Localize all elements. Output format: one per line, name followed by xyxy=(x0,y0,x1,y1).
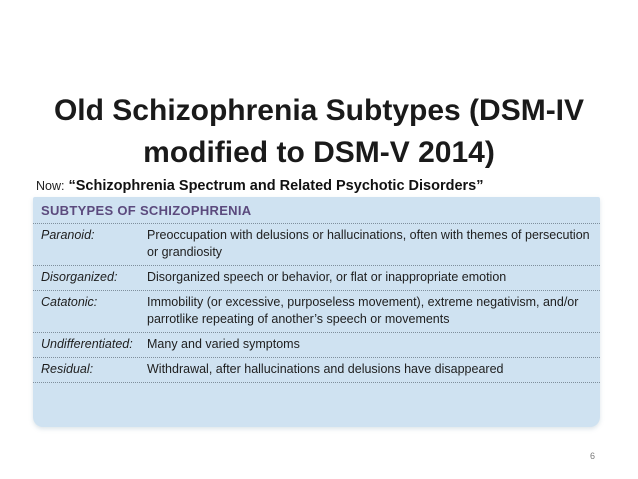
table-row xyxy=(33,265,600,290)
subtype-term: Disorganized: xyxy=(41,270,118,284)
subtype-description: Withdrawal, after hallucinations and delusions have disappeared xyxy=(147,362,504,376)
table-rows xyxy=(33,223,600,383)
table-row xyxy=(33,290,600,332)
subtype-term: Catatonic: xyxy=(41,295,98,309)
slide-subtitle xyxy=(36,177,606,195)
subtype-description: Immobility (or excessive, purposeless movement), extreme negativism, and/or parrotlike repeating of another’s speech or movements xyxy=(147,295,579,326)
page-number: 6 xyxy=(590,451,596,461)
subtypes-table xyxy=(33,197,600,427)
subtype-term: Paranoid: xyxy=(41,228,95,242)
subtype-description: Many and varied symptoms xyxy=(147,337,300,351)
table-header: SUBTYPES OF SCHIZOPHRENIA xyxy=(41,203,252,218)
slide-title-line-2: modified to DSM-V 2014) xyxy=(143,136,495,169)
table-row xyxy=(33,223,600,265)
slide-title-line-1: Old Schizophrenia Subtypes (DSM-IV xyxy=(53,94,585,127)
table-row xyxy=(33,357,600,383)
table-row xyxy=(33,332,600,357)
subtype-description: Disorganized speech or behavior, or flat or inappropriate emotion xyxy=(147,270,507,284)
subtype-term: Residual: xyxy=(41,362,94,376)
slide-title xyxy=(20,90,618,174)
subtype-description: Preoccupation with delusions or hallucinations, often with themes of persecution or grandiosity xyxy=(147,228,590,259)
subtitle-quote: “Schizophrenia Spectrum and Related Psychotic Disorders” xyxy=(68,178,484,194)
subtype-term: Undifferentiated: xyxy=(41,337,133,351)
subtitle-prefix: Now: xyxy=(36,179,65,193)
